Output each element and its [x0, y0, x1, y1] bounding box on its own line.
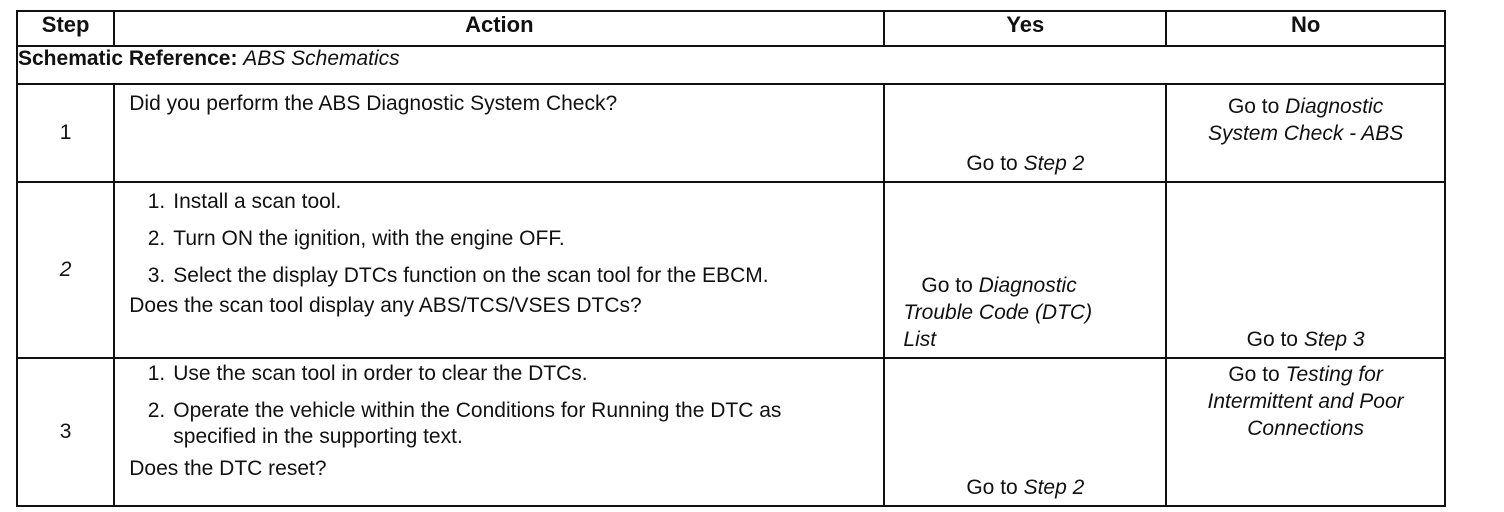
schematic-reference-row	[17, 46, 1445, 84]
no-target: Step 3	[1303, 328, 1365, 351]
step-index: 1.	[147, 362, 166, 385]
action-cell	[114, 182, 884, 358]
schematic-reference-cell	[17, 46, 1445, 84]
action-cell	[114, 84, 884, 182]
action-question: Does the DTC reset?	[129, 457, 327, 480]
yes-cell	[884, 84, 1166, 182]
no-prefix: Go to	[1227, 95, 1280, 118]
list-item	[129, 189, 883, 215]
yes-target-line2: Trouble Code (DTC)	[903, 301, 1093, 324]
no-prefix: Go to	[1228, 363, 1280, 386]
list-item	[129, 226, 883, 252]
no-cell	[1166, 358, 1445, 506]
header-no: No	[1166, 11, 1445, 46]
diagnostic-table	[16, 10, 1446, 507]
yes-cell	[884, 182, 1166, 358]
step-index: 2.	[147, 227, 166, 250]
no-target-line1: Diagnostic	[1285, 95, 1384, 118]
no-target-line3: Connections	[1247, 417, 1364, 440]
no-target-line2: System Check - ABS	[1207, 122, 1404, 145]
action-question: Does the scan tool display any ABS/TCS/VSES DTCs?	[129, 294, 642, 317]
action-steps	[129, 361, 883, 450]
step-index: 2.	[147, 399, 166, 422]
yes-prefix: Go to	[921, 274, 973, 297]
list-item	[129, 263, 883, 289]
step-index: 1.	[147, 190, 166, 213]
table-row	[17, 84, 1445, 182]
header-step: Step	[17, 11, 114, 46]
no-target-line1: Testing for	[1285, 363, 1383, 386]
yes-target: Step 2	[1023, 476, 1085, 499]
no-cell	[1166, 182, 1445, 358]
header-row	[17, 11, 1445, 46]
table-row	[17, 358, 1445, 506]
step-text: Install a scan tool.	[173, 190, 342, 213]
yes-cell	[884, 358, 1166, 506]
yes-target: Step 2	[1023, 152, 1085, 175]
yes-prefix: Go to	[966, 476, 1018, 499]
action-steps	[129, 189, 883, 289]
yes-result	[885, 150, 1165, 177]
header-yes: Yes	[884, 11, 1166, 46]
yes-result	[885, 272, 1165, 353]
step-number: 1	[17, 84, 114, 182]
schematic-reference-label: Schematic Reference:	[18, 47, 238, 70]
step-text: Turn ON the ignition, with the engine OFF.	[173, 227, 565, 250]
step-number: 2	[17, 182, 114, 358]
header-action: Action	[114, 11, 884, 46]
no-cell	[1166, 84, 1445, 182]
no-result	[1167, 85, 1444, 147]
no-target-line2: Intermittent and Poor	[1207, 390, 1404, 413]
yes-target-line3: List	[903, 328, 937, 351]
action-question: Did you perform the ABS Diagnostic System Check?	[129, 92, 618, 115]
step-text: Operate the vehicle within the Conditions for Running the DTC as specified in the supporting text.	[173, 399, 782, 448]
list-item	[129, 398, 883, 450]
action-cell	[114, 358, 884, 506]
step-number: 3	[17, 358, 114, 506]
no-result	[1167, 359, 1444, 442]
list-item	[129, 361, 883, 387]
schematic-reference-value: ABS Schematics	[243, 47, 400, 70]
step-index: 3.	[147, 264, 166, 287]
step-text: Use the scan tool in order to clear the DTCs.	[173, 362, 588, 385]
step-text: Select the display DTCs function on the scan tool for the EBCM.	[173, 264, 769, 287]
table-row	[17, 182, 1445, 358]
yes-result	[885, 474, 1165, 501]
no-prefix: Go to	[1246, 328, 1298, 351]
no-result	[1167, 326, 1444, 353]
yes-target-line1: Diagnostic	[978, 274, 1077, 297]
yes-prefix: Go to	[966, 152, 1018, 175]
